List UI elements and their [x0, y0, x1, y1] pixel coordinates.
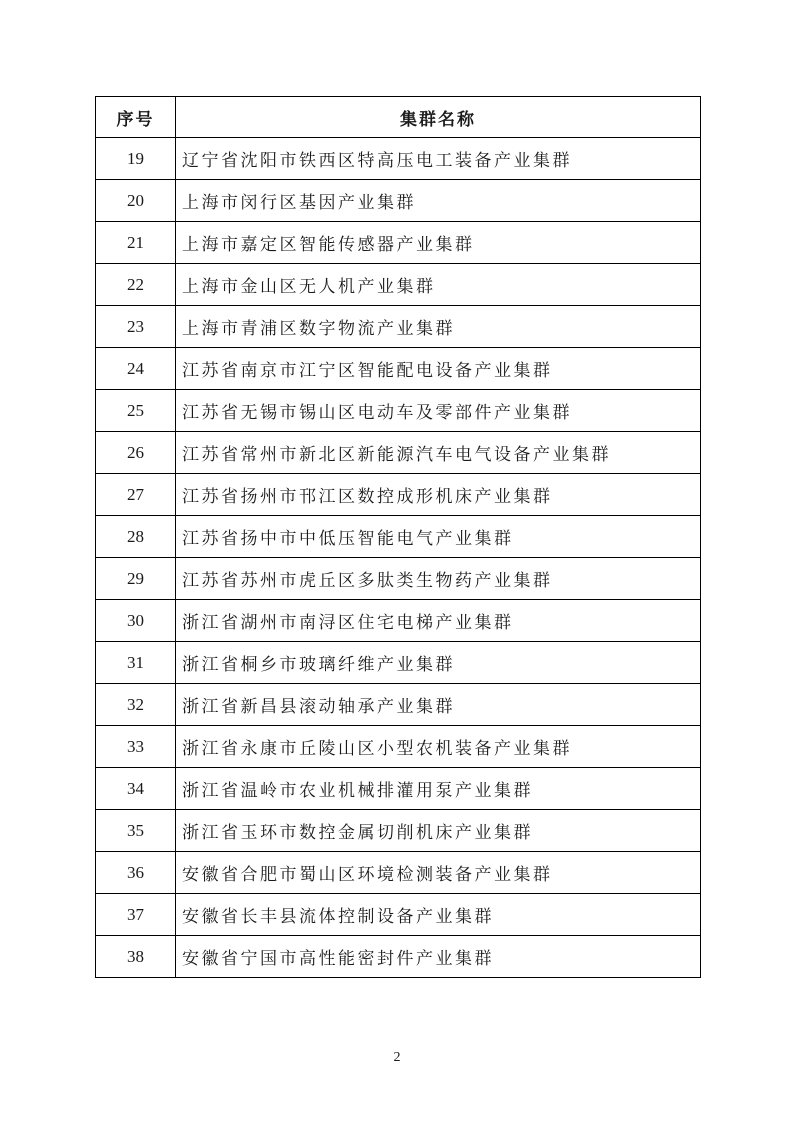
table-body	[96, 138, 701, 978]
table-row	[96, 306, 701, 348]
page-number: 2	[393, 1050, 401, 1065]
table-row	[96, 810, 701, 852]
table-row	[96, 474, 701, 516]
cell-serial-number: 32	[96, 684, 176, 726]
table-row	[96, 138, 701, 180]
cell-cluster-name: 上海市金山区无人机产业集群	[176, 264, 701, 306]
cell-cluster-name: 浙江省新昌县滚动轴承产业集群	[176, 684, 701, 726]
cell-serial-number: 38	[96, 936, 176, 978]
table-row	[96, 894, 701, 936]
cell-cluster-name: 安徽省长丰县流体控制设备产业集群	[176, 894, 701, 936]
cell-cluster-name: 浙江省桐乡市玻璃纤维产业集群	[176, 642, 701, 684]
cell-cluster-name: 上海市嘉定区智能传感器产业集群	[176, 222, 701, 264]
table-row	[96, 558, 701, 600]
cell-cluster-name: 江苏省苏州市虎丘区多肽类生物药产业集群	[176, 558, 701, 600]
table-row	[96, 516, 701, 558]
table-row	[96, 684, 701, 726]
table-row	[96, 222, 701, 264]
table-header-row	[96, 97, 701, 138]
table-row	[96, 432, 701, 474]
header-serial-number: 序号	[96, 97, 176, 138]
table-row	[96, 600, 701, 642]
cell-cluster-name: 安徽省合肥市蜀山区环境检测装备产业集群	[176, 852, 701, 894]
header-cluster-name: 集群名称	[176, 97, 701, 138]
cell-cluster-name: 江苏省扬州市邗江区数控成形机床产业集群	[176, 474, 701, 516]
cluster-table	[95, 96, 701, 978]
table-row	[96, 180, 701, 222]
cell-serial-number: 31	[96, 642, 176, 684]
cell-serial-number: 36	[96, 852, 176, 894]
cell-cluster-name: 浙江省永康市丘陵山区小型农机装备产业集群	[176, 726, 701, 768]
cell-serial-number: 25	[96, 390, 176, 432]
cell-cluster-name: 江苏省南京市江宁区智能配电设备产业集群	[176, 348, 701, 390]
table-row	[96, 642, 701, 684]
cell-serial-number: 24	[96, 348, 176, 390]
cell-serial-number: 22	[96, 264, 176, 306]
cell-serial-number: 35	[96, 810, 176, 852]
table-row	[96, 936, 701, 978]
cell-cluster-name: 江苏省无锡市锡山区电动车及零部件产业集群	[176, 390, 701, 432]
cell-cluster-name: 上海市青浦区数字物流产业集群	[176, 306, 701, 348]
cell-serial-number: 29	[96, 558, 176, 600]
cell-cluster-name: 江苏省扬中市中低压智能电气产业集群	[176, 516, 701, 558]
cell-cluster-name: 安徽省宁国市高性能密封件产业集群	[176, 936, 701, 978]
cell-cluster-name: 浙江省湖州市南浔区住宅电梯产业集群	[176, 600, 701, 642]
table-row	[96, 726, 701, 768]
cell-serial-number: 33	[96, 726, 176, 768]
table-row	[96, 348, 701, 390]
cell-serial-number: 34	[96, 768, 176, 810]
cell-serial-number: 27	[96, 474, 176, 516]
table-row	[96, 852, 701, 894]
cell-cluster-name: 上海市闵行区基因产业集群	[176, 180, 701, 222]
cell-serial-number: 23	[96, 306, 176, 348]
cell-cluster-name: 浙江省玉环市数控金属切削机床产业集群	[176, 810, 701, 852]
cell-serial-number: 21	[96, 222, 176, 264]
cell-cluster-name: 浙江省温岭市农业机械排灌用泵产业集群	[176, 768, 701, 810]
cell-cluster-name: 辽宁省沈阳市铁西区特高压电工装备产业集群	[176, 138, 701, 180]
cell-serial-number: 26	[96, 432, 176, 474]
table-row	[96, 390, 701, 432]
table-header	[96, 97, 701, 138]
cell-serial-number: 28	[96, 516, 176, 558]
cell-serial-number: 30	[96, 600, 176, 642]
cell-cluster-name: 江苏省常州市新北区新能源汽车电气设备产业集群	[176, 432, 701, 474]
table-row	[96, 768, 701, 810]
table-row	[96, 264, 701, 306]
cell-serial-number: 19	[96, 138, 176, 180]
cell-serial-number: 37	[96, 894, 176, 936]
cell-serial-number: 20	[96, 180, 176, 222]
